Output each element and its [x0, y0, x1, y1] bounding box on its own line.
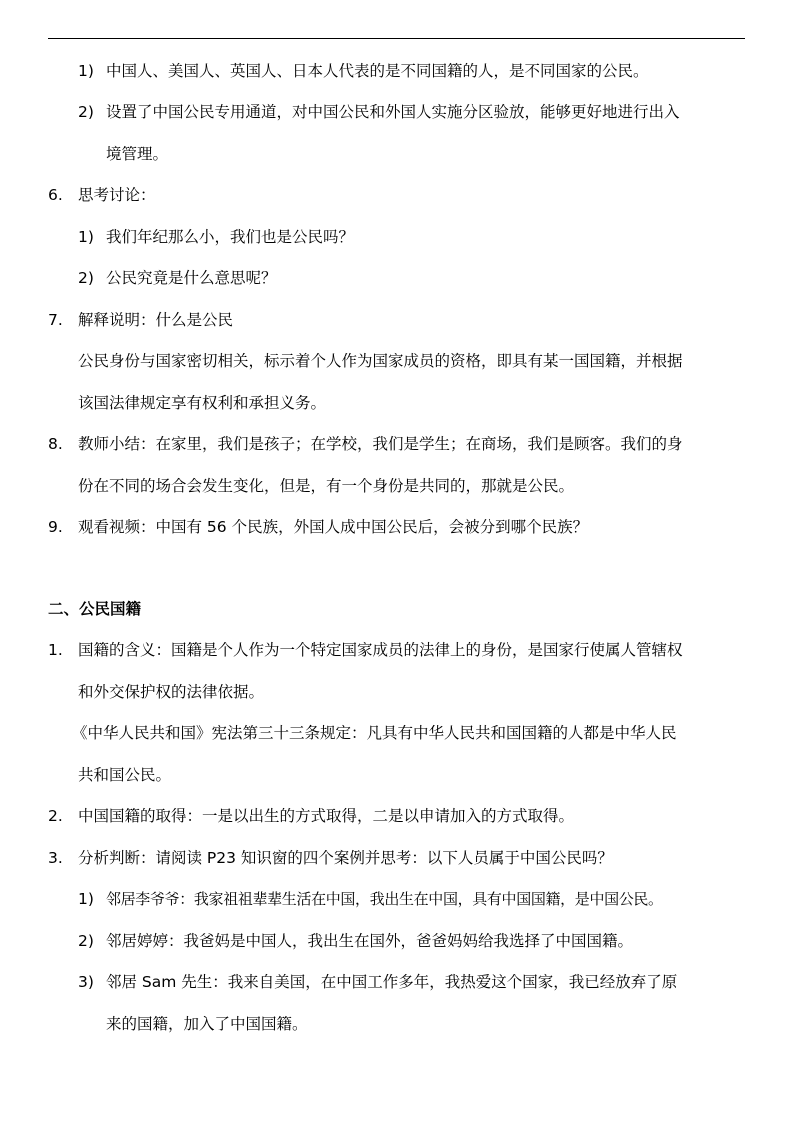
- list-item-text-continued: 来的国籍，加入了中国国籍。: [106, 1015, 308, 1033]
- paragraph-text: 国籍的含义：国籍是个人作为一个特定国家成员的法律上的身份，是国家行使属人管辖权: [78, 641, 683, 659]
- list-number: 3): [78, 973, 94, 991]
- paragraph-text: 份在不同的场合会发生变化，但是，有一个身份是共同的，那就是公民。: [78, 477, 575, 495]
- list-number: 2): [78, 103, 94, 121]
- item-number: 1.: [48, 641, 63, 659]
- item-number: 6.: [48, 186, 63, 204]
- list-item-text: 邻居 Sam 先生：我来自美国，在中国工作多年，我热爱这个国家，我已经放弃了原: [106, 973, 678, 991]
- list-item-text: 设置了中国公民专用通道，对中国公民和外国人实施分区验放，能够更好地进行出入: [106, 103, 680, 121]
- list-number: 1): [78, 228, 94, 246]
- list-item-text: 公民究竟是什么意思呢？: [106, 269, 277, 287]
- item-title: 解释说明：什么是公民: [78, 311, 234, 329]
- list-item-text: 中国人、美国人、英国人、日本人代表的是不同国籍的人，是不同国家的公民。: [106, 62, 649, 80]
- paragraph-text: 和外交保护权的法律依据。: [78, 683, 265, 701]
- list-item-text: 我们年纪那么小，我们也是公民吗？: [106, 228, 355, 246]
- paragraph-text: 该国法律规定享有权利和承担义务。: [78, 394, 327, 412]
- paragraph-text: 分析判断：请阅读 P23 知识窗的四个案例并思考：以下人员属于中国公民吗？: [78, 849, 613, 867]
- list-number: 2): [78, 269, 94, 287]
- item-number: 3.: [48, 849, 63, 867]
- paragraph-text: 中国国籍的取得：一是以出生的方式取得，二是以申请加入的方式取得。: [78, 807, 575, 825]
- list-number: 2): [78, 932, 94, 950]
- list-number: 1): [78, 890, 94, 908]
- list-item-text: 邻居李爷爷：我家祖祖辈辈生活在中国，我出生在中国，具有中国国籍，是中国公民。: [106, 890, 663, 908]
- item-number: 2.: [48, 807, 63, 825]
- item-number: 7.: [48, 311, 63, 329]
- list-item-text-continued: 境管理。: [106, 145, 169, 163]
- item-number: 9.: [48, 518, 63, 536]
- paragraph-text: 《中华人民共和国》宪法第三十三条规定：凡具有中华人民共和国国籍的人都是中华人民: [72, 724, 677, 742]
- paragraph-text: 共和国公民。: [78, 766, 172, 784]
- item-title: 思考讨论：: [78, 186, 156, 204]
- list-item-text: 邻居婷婷：我爸妈是中国人，我出生在国外，爸爸妈妈给我选择了中国国籍。: [106, 932, 634, 950]
- item-number: 8.: [48, 435, 63, 453]
- paragraph-text: 观看视频：中国有 56 个民族，外国人成中国公民后，会被分到哪个民族？: [78, 518, 589, 536]
- paragraph-text: 教师小结：在家里，我们是孩子；在学校，我们是学生；在商场，我们是顾客。我们的身: [78, 435, 683, 453]
- header-rule: [48, 38, 745, 39]
- list-number: 1): [78, 62, 94, 80]
- section-heading: 二、公民国籍: [48, 600, 142, 618]
- paragraph-text: 公民身份与国家密切相关，标示着个人作为国家成员的资格，即具有某一国国籍，并根据: [78, 352, 683, 370]
